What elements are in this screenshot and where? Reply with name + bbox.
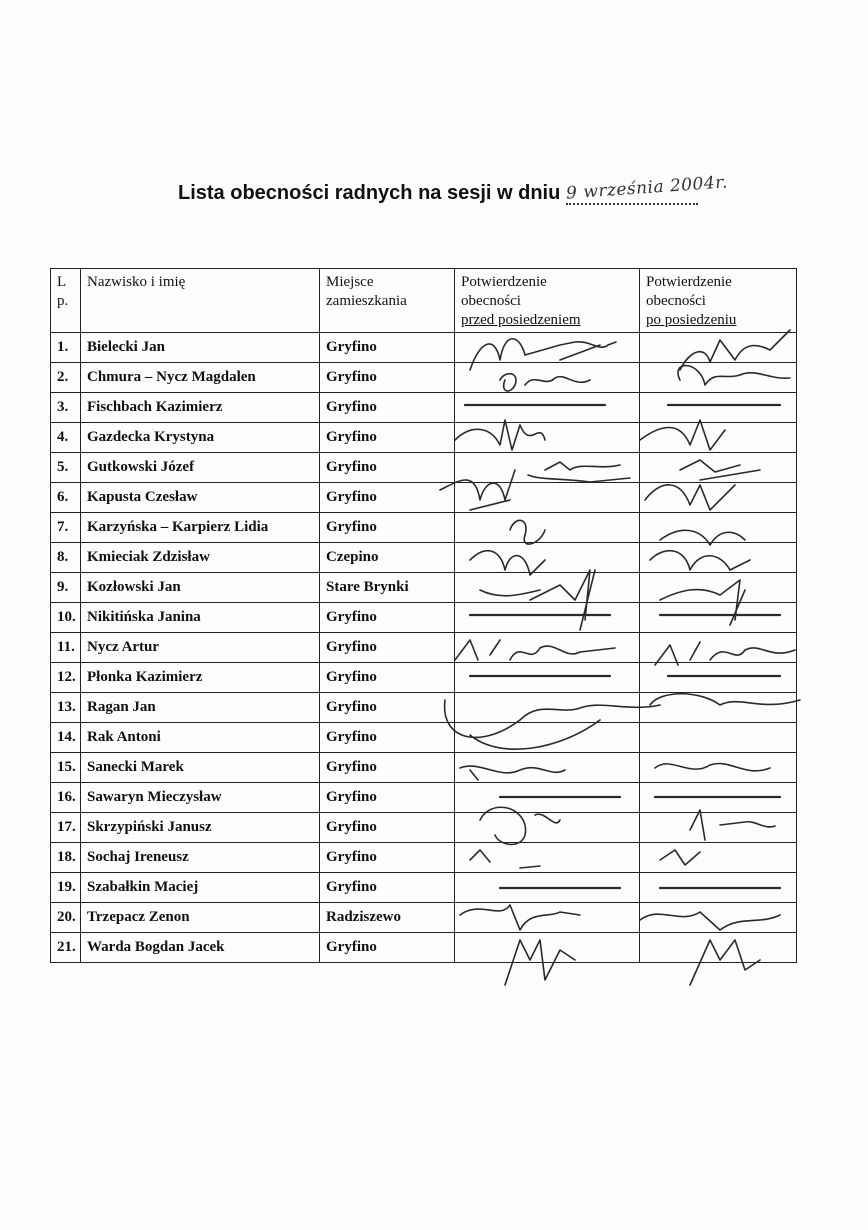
- row-name: Nikitińska Janina: [81, 603, 320, 633]
- table-row: [51, 513, 797, 543]
- table-row: [51, 483, 797, 513]
- row-place: Gryfino: [320, 723, 455, 753]
- row-number: 16.: [51, 783, 81, 813]
- row-number: 14.: [51, 723, 81, 753]
- table-row: [51, 573, 797, 603]
- signature-before-cell: [455, 843, 640, 873]
- row-name: Gutkowski Józef: [81, 453, 320, 483]
- row-number: 9.: [51, 573, 81, 603]
- signature-before-cell: [455, 513, 640, 543]
- row-number: 2.: [51, 363, 81, 393]
- signature-after-cell: [640, 633, 797, 663]
- row-place: Gryfino: [320, 843, 455, 873]
- attendance-table: [50, 268, 797, 963]
- row-number: 21.: [51, 933, 81, 963]
- row-name: Warda Bogdan Jacek: [81, 933, 320, 963]
- signature-before-cell: [455, 573, 640, 603]
- row-place: Gryfino: [320, 813, 455, 843]
- row-number: 7.: [51, 513, 81, 543]
- signature-after-cell: [640, 723, 797, 753]
- row-place: Stare Brynki: [320, 573, 455, 603]
- signature-before-cell: [455, 333, 640, 363]
- row-number: 20.: [51, 903, 81, 933]
- signature-after-cell: [640, 753, 797, 783]
- row-number: 8.: [51, 543, 81, 573]
- signature-before-cell: [455, 603, 640, 633]
- row-name: Gazdecka Krystyna: [81, 423, 320, 453]
- row-name: Szabałkin Maciej: [81, 873, 320, 903]
- header-lp: L p.: [51, 269, 81, 333]
- header-place: Miejsce zamieszkania: [320, 269, 455, 333]
- row-place: Gryfino: [320, 633, 455, 663]
- signature-after-cell: [640, 333, 797, 363]
- row-place: Gryfino: [320, 603, 455, 633]
- signature-before-cell: [455, 423, 640, 453]
- row-place: Radziszewo: [320, 903, 455, 933]
- signature-before-cell: [455, 933, 640, 963]
- row-name: Chmura – Nycz Magdalen: [81, 363, 320, 393]
- table-row: [51, 393, 797, 423]
- signature-before-cell: [455, 363, 640, 393]
- signature-before-cell: [455, 693, 640, 723]
- document-title: [178, 172, 729, 208]
- signature-after-cell: [640, 573, 797, 603]
- signature-before-cell: [455, 813, 640, 843]
- row-number: 15.: [51, 753, 81, 783]
- row-number: 6.: [51, 483, 81, 513]
- signature-after-cell: [640, 453, 797, 483]
- table-row: [51, 903, 797, 933]
- table-row: [51, 873, 797, 903]
- row-number: 13.: [51, 693, 81, 723]
- signature-before-cell: [455, 873, 640, 903]
- row-place: Gryfino: [320, 873, 455, 903]
- row-number: 10.: [51, 603, 81, 633]
- table-row: [51, 333, 797, 363]
- row-name: Karzyńska – Karpierz Lidia: [81, 513, 320, 543]
- table-row: [51, 663, 797, 693]
- header-before: Potwierdzenie obecności przed posiedzeniem: [455, 269, 640, 333]
- table-row: [51, 423, 797, 453]
- signature-before-cell: [455, 393, 640, 423]
- signature-before-cell: [455, 483, 640, 513]
- signature-after-cell: [640, 663, 797, 693]
- row-number: 18.: [51, 843, 81, 873]
- row-place: Gryfino: [320, 423, 455, 453]
- table-row: [51, 723, 797, 753]
- signature-before-cell: [455, 753, 640, 783]
- table-row: [51, 933, 797, 963]
- row-name: Skrzypiński Janusz: [81, 813, 320, 843]
- table-row: [51, 603, 797, 633]
- row-place: Gryfino: [320, 393, 455, 423]
- header-name: Nazwisko i imię: [81, 269, 320, 333]
- table-row: [51, 363, 797, 393]
- row-place: Gryfino: [320, 513, 455, 543]
- row-name: Trzepacz Zenon: [81, 903, 320, 933]
- signature-after-cell: [640, 423, 797, 453]
- row-place: Czepino: [320, 543, 455, 573]
- signature-after-cell: [640, 903, 797, 933]
- signature-after-cell: [640, 483, 797, 513]
- signature-before-cell: [455, 723, 640, 753]
- table-row: [51, 693, 797, 723]
- row-place: Gryfino: [320, 753, 455, 783]
- row-name: Kmieciak Zdzisław: [81, 543, 320, 573]
- row-place: Gryfino: [320, 363, 455, 393]
- row-place: Gryfino: [320, 333, 455, 363]
- row-name: Bielecki Jan: [81, 333, 320, 363]
- handwritten-date: 9 września 2004r.: [565, 172, 729, 204]
- signature-after-cell: [640, 783, 797, 813]
- row-number: 5.: [51, 453, 81, 483]
- table-row: [51, 633, 797, 663]
- row-name: Rak Antoni: [81, 723, 320, 753]
- signature-after-cell: [640, 873, 797, 903]
- row-number: 4.: [51, 423, 81, 453]
- row-place: Gryfino: [320, 783, 455, 813]
- signature-after-cell: [640, 933, 797, 963]
- signature-before-cell: [455, 543, 640, 573]
- signature-after-cell: [640, 813, 797, 843]
- table-row: [51, 453, 797, 483]
- row-place: Gryfino: [320, 483, 455, 513]
- signature-after-cell: [640, 603, 797, 633]
- header-after: Potwierdzenie obecności po posiedzeniu: [640, 269, 797, 333]
- row-name: Sawaryn Mieczysław: [81, 783, 320, 813]
- date-field: [565, 172, 729, 205]
- table-row: [51, 813, 797, 843]
- table-row: [51, 783, 797, 813]
- signature-before-cell: [455, 783, 640, 813]
- row-number: 17.: [51, 813, 81, 843]
- row-place: Gryfino: [320, 693, 455, 723]
- row-name: Kapusta Czesław: [81, 483, 320, 513]
- row-name: Fischbach Kazimierz: [81, 393, 320, 423]
- table-row: [51, 753, 797, 783]
- row-number: 12.: [51, 663, 81, 693]
- signature-before-cell: [455, 633, 640, 663]
- row-name: Kozłowski Jan: [81, 573, 320, 603]
- signature-before-cell: [455, 453, 640, 483]
- signature-after-cell: [640, 543, 797, 573]
- table-row: [51, 843, 797, 873]
- table-row: [51, 543, 797, 573]
- row-place: Gryfino: [320, 663, 455, 693]
- row-place: Gryfino: [320, 933, 455, 963]
- signature-after-cell: [640, 393, 797, 423]
- title-text: Lista obecności radnych na sesji w dniu: [178, 182, 561, 204]
- signature-after-cell: [640, 843, 797, 873]
- row-name: Płonka Kazimierz: [81, 663, 320, 693]
- signature-after-cell: [640, 363, 797, 393]
- header-row: [51, 269, 797, 333]
- row-number: 19.: [51, 873, 81, 903]
- signature-before-cell: [455, 663, 640, 693]
- signature-after-cell: [640, 513, 797, 543]
- row-name: Sanecki Marek: [81, 753, 320, 783]
- row-number: 1.: [51, 333, 81, 363]
- row-name: Sochaj Ireneusz: [81, 843, 320, 873]
- signature-after-cell: [640, 693, 797, 723]
- row-number: 3.: [51, 393, 81, 423]
- row-name: Nycz Artur: [81, 633, 320, 663]
- signature-before-cell: [455, 903, 640, 933]
- row-name: Ragan Jan: [81, 693, 320, 723]
- row-place: Gryfino: [320, 453, 455, 483]
- row-number: 11.: [51, 633, 81, 663]
